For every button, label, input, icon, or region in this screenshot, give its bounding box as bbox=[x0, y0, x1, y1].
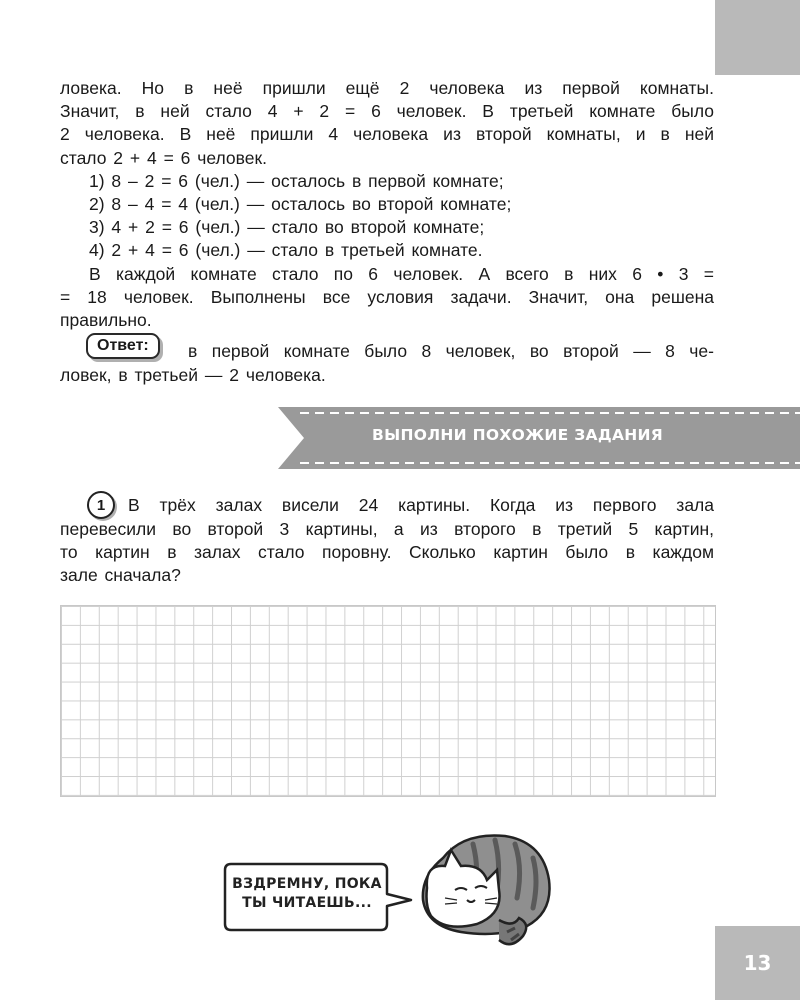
summary-line: В каждой комнате стало по 6 человек. А всего в них 6 • 3 = bbox=[89, 263, 714, 284]
summary-line: правильно. bbox=[60, 310, 152, 331]
task-line: В трёх залах висели 24 картины. Когда из первого зала bbox=[128, 495, 714, 515]
step-line: 3) 4 + 2 = 6 (чел.) — стало во второй комнате; bbox=[89, 217, 485, 238]
task-text bbox=[60, 518, 714, 588]
intro-line: ловека. Но в неё пришли ещё 2 человека из первой комнаты. bbox=[60, 78, 714, 98]
task-line: то картин в залах стало поровну. Сколько картин было в каждом bbox=[60, 542, 714, 563]
task-text-first bbox=[128, 494, 714, 517]
answer-line: в первой комнате было 8 человек, во второй — 8 че- bbox=[188, 341, 714, 361]
page-number: 13 bbox=[743, 951, 772, 975]
task-line: зале сначала? bbox=[60, 565, 181, 586]
speech-line: ТЫ ЧИТАЕШЬ... bbox=[242, 895, 372, 911]
step-line: 1) 8 – 2 = 6 (чел.) — осталось в первой комнате; bbox=[89, 170, 504, 191]
corner-tab bbox=[715, 0, 800, 75]
intro-line: Значит, в ней стало 4 + 2 = 6 человек. В третьей комнате было bbox=[60, 101, 714, 122]
answer-line: ловек, в третьей — 2 человека. bbox=[60, 365, 326, 385]
answer-text-2 bbox=[60, 364, 714, 387]
solution-text bbox=[60, 77, 714, 332]
section-title: ВЫПОЛНИ ПОХОЖИЕ ЗАДАНИЯ bbox=[372, 426, 664, 444]
step-line: 2) 8 – 4 = 4 (чел.) — осталось во второй комнате; bbox=[89, 194, 512, 215]
task-line: перевесили во второй 3 картины, а из второго в третий 5 картин, bbox=[60, 519, 714, 539]
answer-grid[interactable] bbox=[60, 605, 716, 797]
sleeping-cat-illustration bbox=[415, 828, 555, 953]
answer-text bbox=[188, 340, 714, 363]
summary-line: = 18 человек. Выполнены все условия задачи. Значит, она решена bbox=[60, 286, 714, 307]
intro-line: стало 2 + 4 = 6 человек. bbox=[60, 147, 268, 168]
task-number-badge: 1 bbox=[87, 491, 115, 519]
intro-line: 2 человека. В неё пришли 4 человека из второй комнаты, и в ней bbox=[60, 124, 714, 145]
answer-badge: Ответ: bbox=[86, 333, 160, 359]
answer-badge-wrap bbox=[86, 333, 160, 359]
step-line: 4) 2 + 4 = 6 (чел.) — стало в третьей комнате. bbox=[89, 240, 483, 261]
speech-line: ВЗДРЕМНУ, ПОКА bbox=[232, 876, 382, 892]
page-number-box bbox=[715, 926, 800, 1000]
speech-text bbox=[222, 875, 392, 913]
